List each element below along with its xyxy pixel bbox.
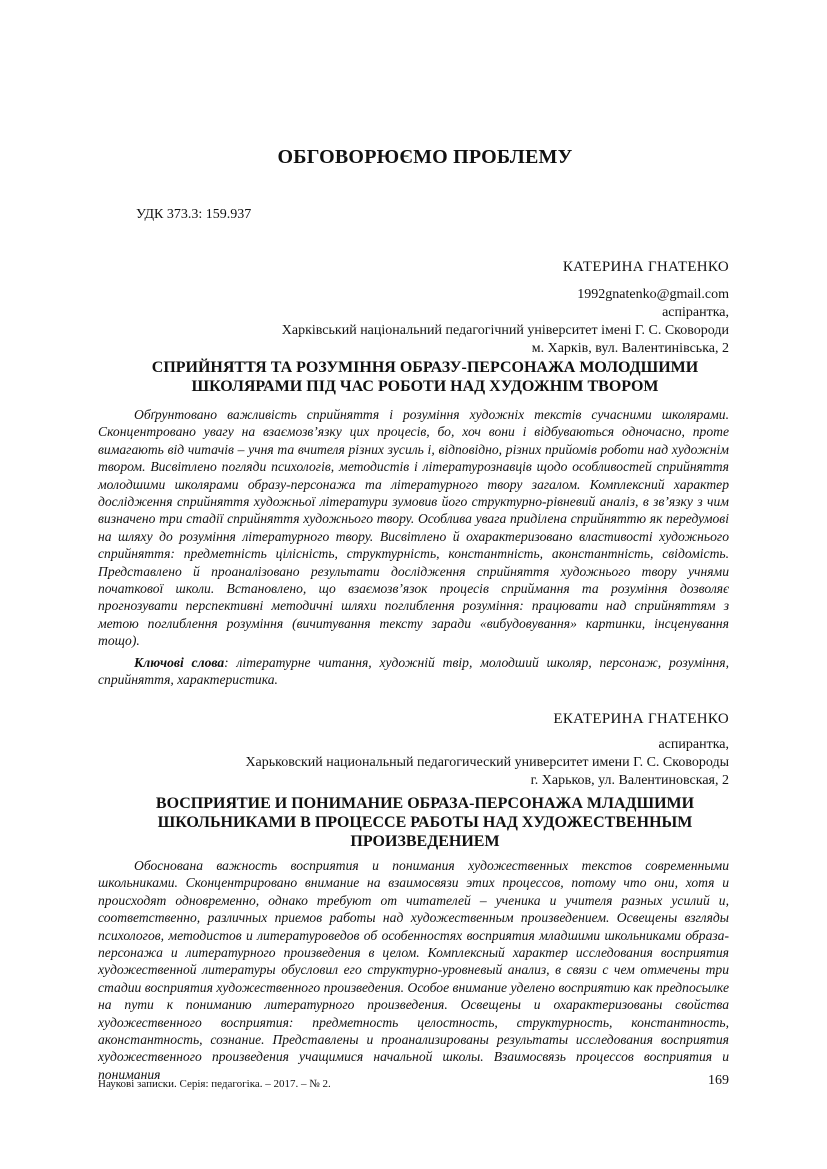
author-email: 1992gnatenko@gmail.com bbox=[577, 287, 729, 302]
abstract-text-ua: Обґрунтовано важливість сприйняття і розуміння художніх текстів сучасними школярами. Сконцентровано увагу на взаємозв’язку цих процесів, бо, хоч вони і відбуваються одночасно, проте вимагають від читачів – учня та вчителя різних зусиль і, відповідно, різних прийомів роботи над художнім твором. Висвітлено погляди психологів, методистів і літературознавців щодо особливостей сприйняття молодшими школярами образу-персонажа та літературного твору загалом. Комплексний характер дослідження сприйняття художньої літератури зумовив його структурно-рівневий аналіз, в зв’язку з чим визначено три стадії сприйняття художнього твору. Особлива увага приділена сприйняттю як передумові на шляху до розуміння літературного твору. Висвітлено й охарактеризовано властивості художнього сприйняття: предметність цілісність, структурність, константність, аконстантність, свідомість. Представлено й проаналізовано результати дослідження сприйняття художнього твору учнями початкової школи. Встановлено, що взаємозв’язок процесів сприймання та розуміння дозволяє прогнозувати перспективні методичні шляхи поглиблення розуміння: працювати над сприйняттям з метою поглиблення розуміння (вичитування тексту заради «вибудовування» картинки, інсценування тощо). bbox=[98, 407, 729, 649]
title-line: ПРОИЗВЕДЕНИЕМ bbox=[350, 833, 500, 850]
author-university-ua: Харківський національний педагогічний університет імені Г. С. Сковороди bbox=[281, 323, 729, 338]
author-position-ua: аспірантка, bbox=[662, 305, 729, 320]
title-line: ШКОЛЯРАМИ ПІД ЧАС РОБОТИ НАД ХУДОЖНІМ ТВОРОМ bbox=[191, 378, 659, 395]
author-name-ua: КАТЕРИНА ГНАТЕНКО bbox=[562, 259, 729, 275]
author-affiliation-ua bbox=[169, 286, 729, 358]
footer-journal: Наукові записки. Серія: педагогіка. – 2017. – № 2. bbox=[98, 1078, 331, 1090]
author-affiliation-ru bbox=[169, 736, 729, 790]
keywords-ua bbox=[98, 654, 729, 689]
abstract-ru bbox=[98, 857, 729, 1083]
keywords-text: : літературне читання, художній твір, молодший школяр, персонаж, розуміння, сприйняття, характеристика. bbox=[98, 655, 729, 688]
abstract-text-ru: Обоснована важность восприятия и понимания художественных текстов современными школьниками. Сконцентрировано внимание на взаимосвязи этих процессов, потому что они, хотя и происходят одновременно, однако требуют от читателей – ученика и учителя разных усилий и, соответственно, различных приемов работы над художественным произведением. Освещены взгляды психологов, методистов и литературоведов об особенностях восприятия младшими школьниками образа-персонажа и литературного произведения в целом. Комплексный характер исследования восприятия художественной литературы обусловил его структурно-уровневый анализ, в связи с чем отмечены три стадии восприятия художественного произведения. Особое внимание уделено восприятию как предпосылке на пути к пониманию литературного произведения. Освещены и охарактеризованы свойства художественного восприятия: предметность целостность, структурность, константность, аконстантность, сознание. Представлены и проанализированы результаты исследования восприятия художественного произведения учащимися начальной школы. Взаимосвязь процессов восприятия и понимания bbox=[98, 858, 729, 1082]
keywords-label: Ключові слова bbox=[134, 655, 225, 670]
abstract-ua bbox=[98, 406, 729, 650]
section-title: ОБГОВОРЮЄМО ПРОБЛЕМУ bbox=[277, 146, 573, 168]
article-title-ua bbox=[110, 358, 740, 396]
title-line: ВОСПРИЯТИЕ И ПОНИМАНИЕ ОБРАЗА-ПЕРСОНАЖА МЛАДШИМИ bbox=[155, 795, 695, 812]
page-number: 169 bbox=[708, 1073, 729, 1088]
article-title-ru bbox=[110, 794, 740, 851]
author-position-ru: аспирантка, bbox=[658, 737, 729, 752]
udc-code: УДК 373.3: 159.937 bbox=[136, 207, 252, 222]
author-name-ru: ЕКАТЕРИНА ГНАТЕНКО bbox=[553, 711, 729, 727]
title-line: СПРИЙНЯТТЯ ТА РОЗУМІННЯ ОБРАЗУ-ПЕРСОНАЖА МОЛОДШИМИ bbox=[151, 359, 699, 376]
author-address-ru: г. Харьков, ул. Валентиновская, 2 bbox=[530, 773, 729, 788]
author-university-ru: Харьковский национальный педагогический университет имени Г. С. Сковороды bbox=[245, 755, 729, 770]
title-line: ШКОЛЬНИКАМИ В ПРОЦЕССЕ РАБОТЫ НАД ХУДОЖЕСТВЕННЫМ bbox=[157, 814, 693, 831]
author-address-ua: м. Харків, вул. Валентинівська, 2 bbox=[531, 341, 729, 356]
